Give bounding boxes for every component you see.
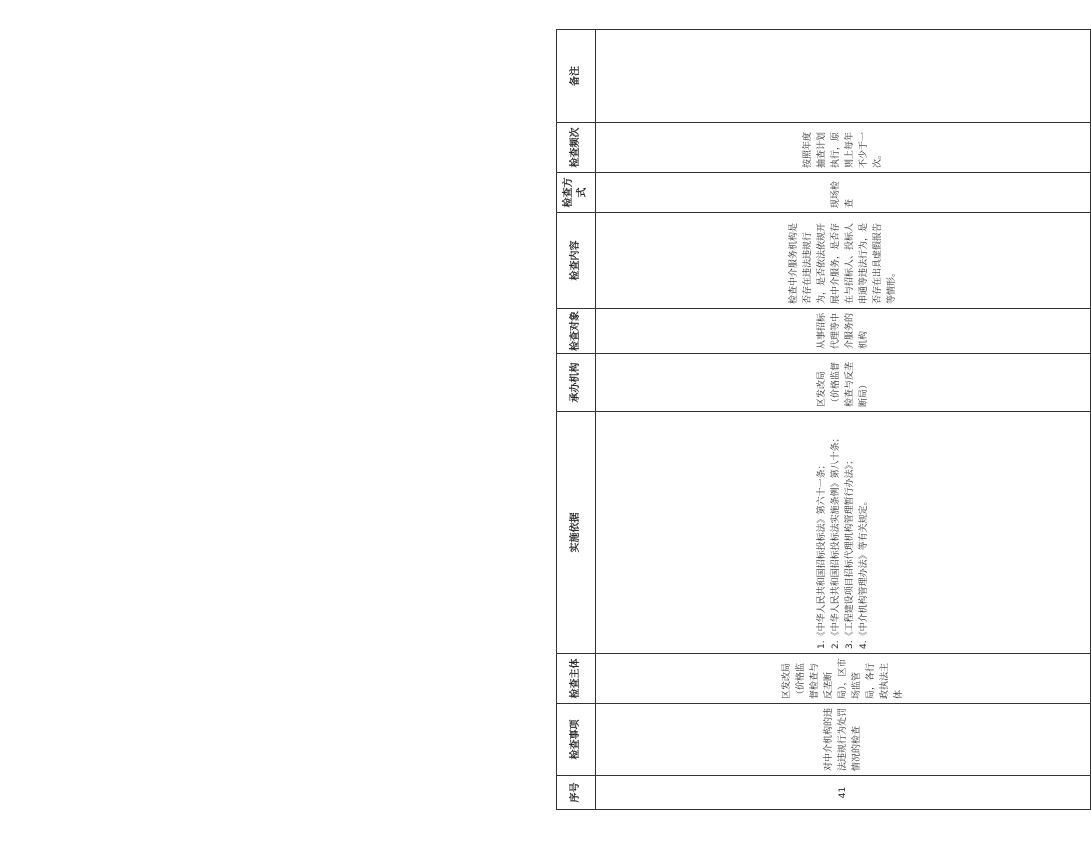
cell-method: 现场检查: [596, 173, 1091, 213]
header-seq: 序号: [557, 776, 596, 810]
basis-line-1: 1.《中华人民共和国招标投标法》第六十一条；: [817, 460, 827, 649]
header-content: 检查内容: [557, 213, 596, 309]
header-subject: 检查主体: [557, 654, 596, 704]
cell-basis: [596, 412, 1091, 654]
cell-item: 对中介机构的违法违规行为处罚情况的检查: [596, 704, 1091, 776]
basis-line-2: 2.《中华人民共和国招标投标法实施条例》第八十条；: [831, 433, 841, 649]
header-basis: 实施依据: [557, 412, 596, 654]
cell-target: 从事招标代理等中介服务的机构: [596, 309, 1091, 354]
cell-seq: 41: [596, 776, 1091, 810]
cell-agency: 区发改局（价格监督检查与反垄断局）: [596, 354, 1091, 412]
table-header-row: [557, 30, 596, 810]
cell-content: 检查中介服务机构是否存在违法违规行为，是否依法依规开展中介服务，是否存在与招标人、投标人串通等违法行为，是否存在出具虚假报告等情形。: [596, 213, 1091, 309]
inspection-table: [556, 29, 1091, 810]
basis-line-3: 3.《工程建设项目招标代理机构管理暂行办法》；: [845, 455, 855, 649]
basis-line-4: 4.《中介机构管理办法》等有关规定。: [859, 496, 869, 649]
cell-note: [596, 30, 1091, 123]
header-item: 检查事项: [557, 704, 596, 776]
cell-subject: 区发改局（价格监督检查与反垄断局），区市场监管局，各行政执法主体: [596, 654, 1091, 704]
table-row: [596, 30, 1091, 810]
header-method: 检查方式: [557, 173, 596, 213]
cell-frequency: 按照年度抽查计划执行，原则上每年不少于一次。: [596, 123, 1091, 173]
header-note: 备注: [557, 30, 596, 123]
rotated-table-wrapper: [556, 30, 1091, 810]
header-frequency: 检查频次: [557, 123, 596, 173]
header-target: 检查对象: [557, 309, 596, 354]
header-agency: 承办机构: [557, 354, 596, 412]
